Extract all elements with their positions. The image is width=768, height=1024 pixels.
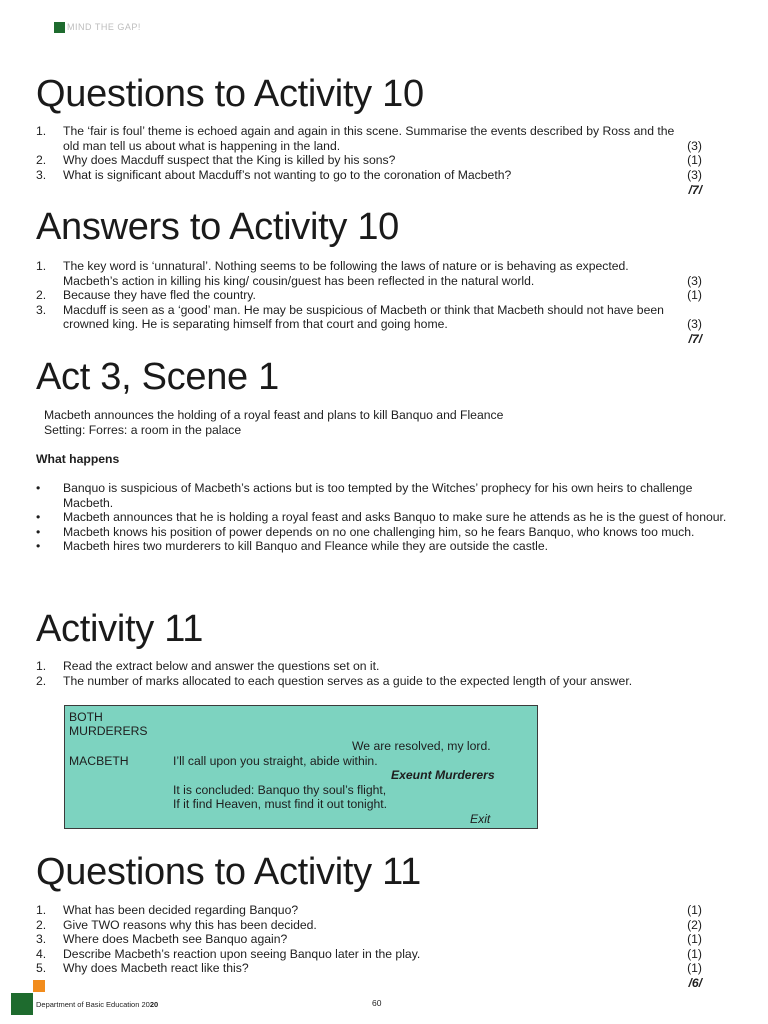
dialogue-line: If it find Heaven, must find it out tonight. xyxy=(173,797,388,811)
header-green-square-icon xyxy=(54,22,65,33)
list-item: • Macbeth knows his position of power depends on no one challenging him, so he fears Banquo, who knows too much. xyxy=(36,524,695,539)
list-item: 4. Describe Macbeth’s reaction upon seeing Banquo later in the play. (1) xyxy=(36,946,702,961)
bullet-icon: • xyxy=(36,539,41,554)
list-item: 2. Give TWO reasons why this has been decided. (2) xyxy=(36,917,702,932)
footer-department: Department of Basic Education 2020 xyxy=(36,1000,159,1009)
page-number: 60 xyxy=(372,998,382,1008)
scene-intro: Macbeth announces the holding of a royal feast and plans to kill Banquo and Fleance Setting: Forres: a room in the palace xyxy=(44,408,504,437)
what-happens-heading: What happens xyxy=(36,452,120,466)
header-text: MIND THE GAP! xyxy=(67,22,141,32)
list-item: 1. Read the extract below and answer the questions set on it. xyxy=(36,659,380,673)
list-item: 3. What is significant about Macduff’s not wanting to go to the coronation of Macbeth? (3) xyxy=(36,167,702,182)
speaker-name: MURDERERS xyxy=(69,724,148,738)
heading-questions-activity-11: Questions to Activity 11 xyxy=(36,851,421,893)
list-item: 3. Macduff is seen as a ‘good’ man. He may be suspicious of Macbeth or think that Macbeth should not have been crowned king. He is separating himself from that court and going home. (3) xyxy=(36,302,702,332)
list-item: 1. What has been decided regarding Banquo? (1) xyxy=(36,903,702,917)
list-item: 2. The number of marks allocated to each question serves as a guide to the expected length of your answer. xyxy=(36,673,633,688)
list-item: 1. The key word is ‘unnatural’. Nothing seems to be following the laws of nature or is behaving as expected. Macbeth’s action in killing his king/ cousin/guest has been reflected in the natural world. (3) xyxy=(36,259,702,288)
bullet-icon: • xyxy=(36,510,41,525)
bullet-icon: • xyxy=(36,524,41,539)
heading-act-3-scene-1: Act 3, Scene 1 xyxy=(36,356,279,398)
footer-orange-square-icon xyxy=(33,980,45,992)
activity-11-instructions xyxy=(36,659,702,688)
list-item: 5. Why does Macbeth react like this? (1) xyxy=(36,961,702,976)
stage-direction: Exeunt Murderers xyxy=(391,768,495,782)
answers-activity-10-list xyxy=(36,259,702,332)
questions-activity-10-list xyxy=(36,124,702,182)
list-item: 2. Why does Macduff suspect that the King is killed by his sons? (1) xyxy=(36,153,702,168)
what-happens-list xyxy=(36,481,736,554)
list-item: 2. Because they have fled the country. (1) xyxy=(36,288,702,303)
list-item: • Banquo is suspicious of Macbeth’s actions but is too tempted by the Witches’ prophecy for his own heirs to challenge Macbeth. xyxy=(36,481,693,510)
questions-activity-11-list xyxy=(36,903,702,976)
bullet-icon: • xyxy=(36,481,41,495)
speaker-name: MACBETH xyxy=(69,754,129,768)
stage-direction: Exit xyxy=(470,812,491,826)
speaker-name: BOTH xyxy=(69,710,103,724)
list-item: 1. The ‘fair is foul’ theme is echoed again and again in this scene. Summarise the events described by Ross and the old man tell us about what is happening in the land. (3) xyxy=(36,124,702,153)
total-marks: /6/ xyxy=(688,976,702,990)
heading-answers-activity-10: Answers to Activity 10 xyxy=(36,206,399,248)
footer-green-square-icon xyxy=(11,993,33,1015)
play-extract-box xyxy=(64,705,538,829)
list-item: • Macbeth hires two murderers to kill Banquo and Fleance while they are outside the castle. xyxy=(36,539,549,554)
dialogue-line: It is concluded: Banquo thy soul’s flight, xyxy=(173,783,387,797)
heading-questions-activity-10: Questions to Activity 10 xyxy=(36,73,424,115)
dialogue-line: I’ll call upon you straight, abide within. xyxy=(173,754,378,768)
heading-activity-11: Activity 11 xyxy=(36,608,204,650)
running-header xyxy=(54,21,141,33)
total-marks: /7/ xyxy=(688,332,702,346)
list-item: • Macbeth announces that he is holding a royal feast and asks Banquo to make sure he attends as he is the guest of honour. xyxy=(36,510,727,525)
dialogue-line: We are resolved, my lord. xyxy=(352,739,491,753)
list-item: 3. Where does Macbeth see Banquo again? (1) xyxy=(36,932,702,947)
total-marks: /7/ xyxy=(688,183,702,197)
